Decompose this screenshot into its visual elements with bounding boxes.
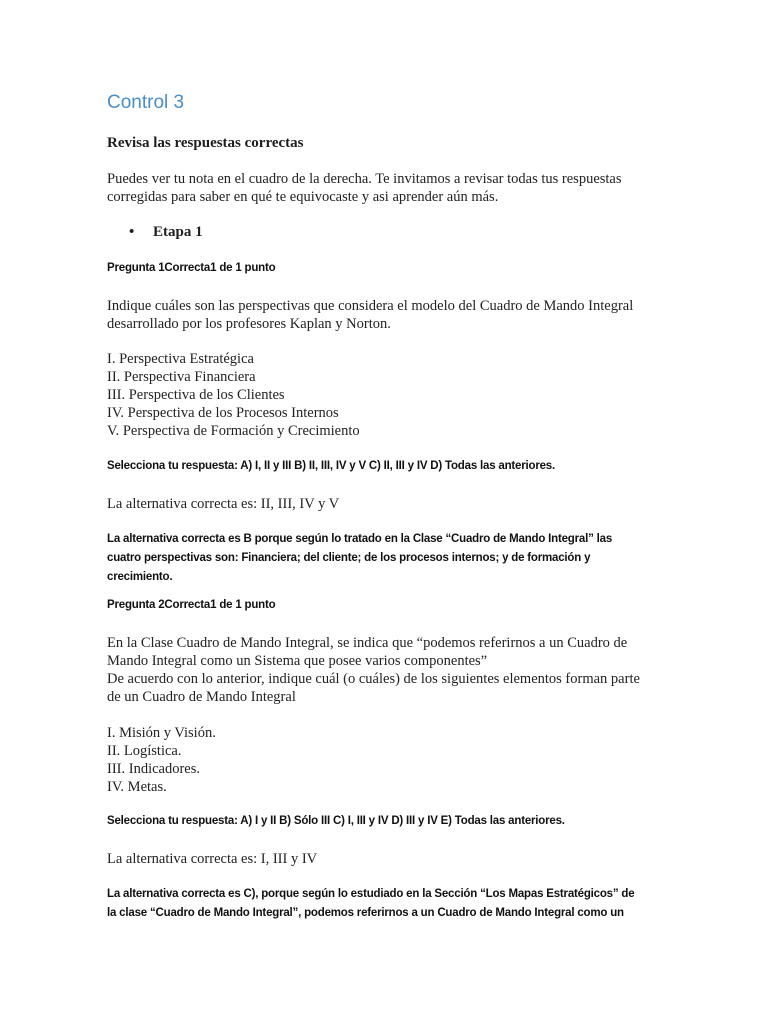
question-1-select: Selecciona tu respuesta: A) I, II y III B) II, III, IV y V C) II, III y IV D) Todas las anteriores. [107,460,555,472]
option-item: III. Indicadores. [107,761,200,777]
bullet-icon: • [129,224,135,240]
question-line: De acuerdo con lo anterior, indique cuál (o cuáles) de los siguientes elementos forman parte [107,671,640,687]
question-line: Mando Integral como un Sistema que posee varios componentes” [107,653,488,669]
option-item: IV. Perspectiva de los Procesos Internos [107,405,339,421]
intro-paragraph [107,170,622,206]
option-item: I. Misión y Visión. [107,725,216,741]
option-item: V. Perspectiva de Formación y Crecimiento [107,423,360,439]
explanation-line: La alternativa correcta es B porque según lo tratado en la Clase “Cuadro de Mando Integral” las [107,533,613,545]
question-2-select: Selecciona tu respuesta: A) I y II B) Sólo III C) I, III y IV D) III y IV E) Todas las anteriores. [107,815,565,827]
option-item: IV. Metas. [107,779,167,795]
intro-line: corregidas para saber en qué te equivocaste y asi aprender aún más. [107,189,499,205]
explanation-line: La alternativa correcta es C), porque según lo estudiado en la Sección “Los Mapas Estratégicos” de [107,888,635,900]
stage-item [129,224,203,241]
question-1-correct: La alternativa correcta es: II, III, IV y V [107,496,340,512]
question-line: desarrollado por los profesores Kaplan y Norton. [107,316,391,332]
section-heading: Revisa las respuestas correctas [107,135,304,151]
explanation-line: cuatro perspectivas son: Financiera; del cliente; de los procesos internos; y de formación y [107,552,591,564]
question-line: Indique cuáles son las perspectivas que considera el modelo del Cuadro de Mando Integral [107,298,634,314]
question-2-correct: La alternativa correcta es: I, III y IV [107,851,318,867]
intro-line: Puedes ver tu nota en el cuadro de la derecha. Te invitamos a revisar todas tus respuestas [107,171,622,187]
question-line: de un Cuadro de Mando Integral [107,689,296,705]
option-item: I. Perspectiva Estratégica [107,351,254,367]
option-item: III. Perspectiva de los Clientes [107,387,285,403]
question-2-text [107,634,640,706]
option-item: II. Logística. [107,743,182,759]
question-2-explanation [107,885,634,923]
explanation-line: la clase “Cuadro de Mando Integral”, podemos referirnos a un Cuadro de Mando Integral como un [107,907,624,919]
option-item: II. Perspectiva Financiera [107,369,256,385]
question-line: En la Clase Cuadro de Mando Integral, se indica que “podemos referirnos a un Cuadro de [107,635,628,651]
stage-label: Etapa 1 [153,224,203,240]
question-1-header: Pregunta 1Correcta1 de 1 punto [107,262,276,274]
question-2-options [107,724,216,796]
document-title: Control 3 [107,92,185,113]
question-2-header: Pregunta 2Correcta1 de 1 punto [107,599,276,611]
explanation-line: crecimiento. [107,571,173,583]
question-1-explanation [107,530,612,587]
question-1-text [107,297,633,333]
question-1-options [107,350,360,440]
